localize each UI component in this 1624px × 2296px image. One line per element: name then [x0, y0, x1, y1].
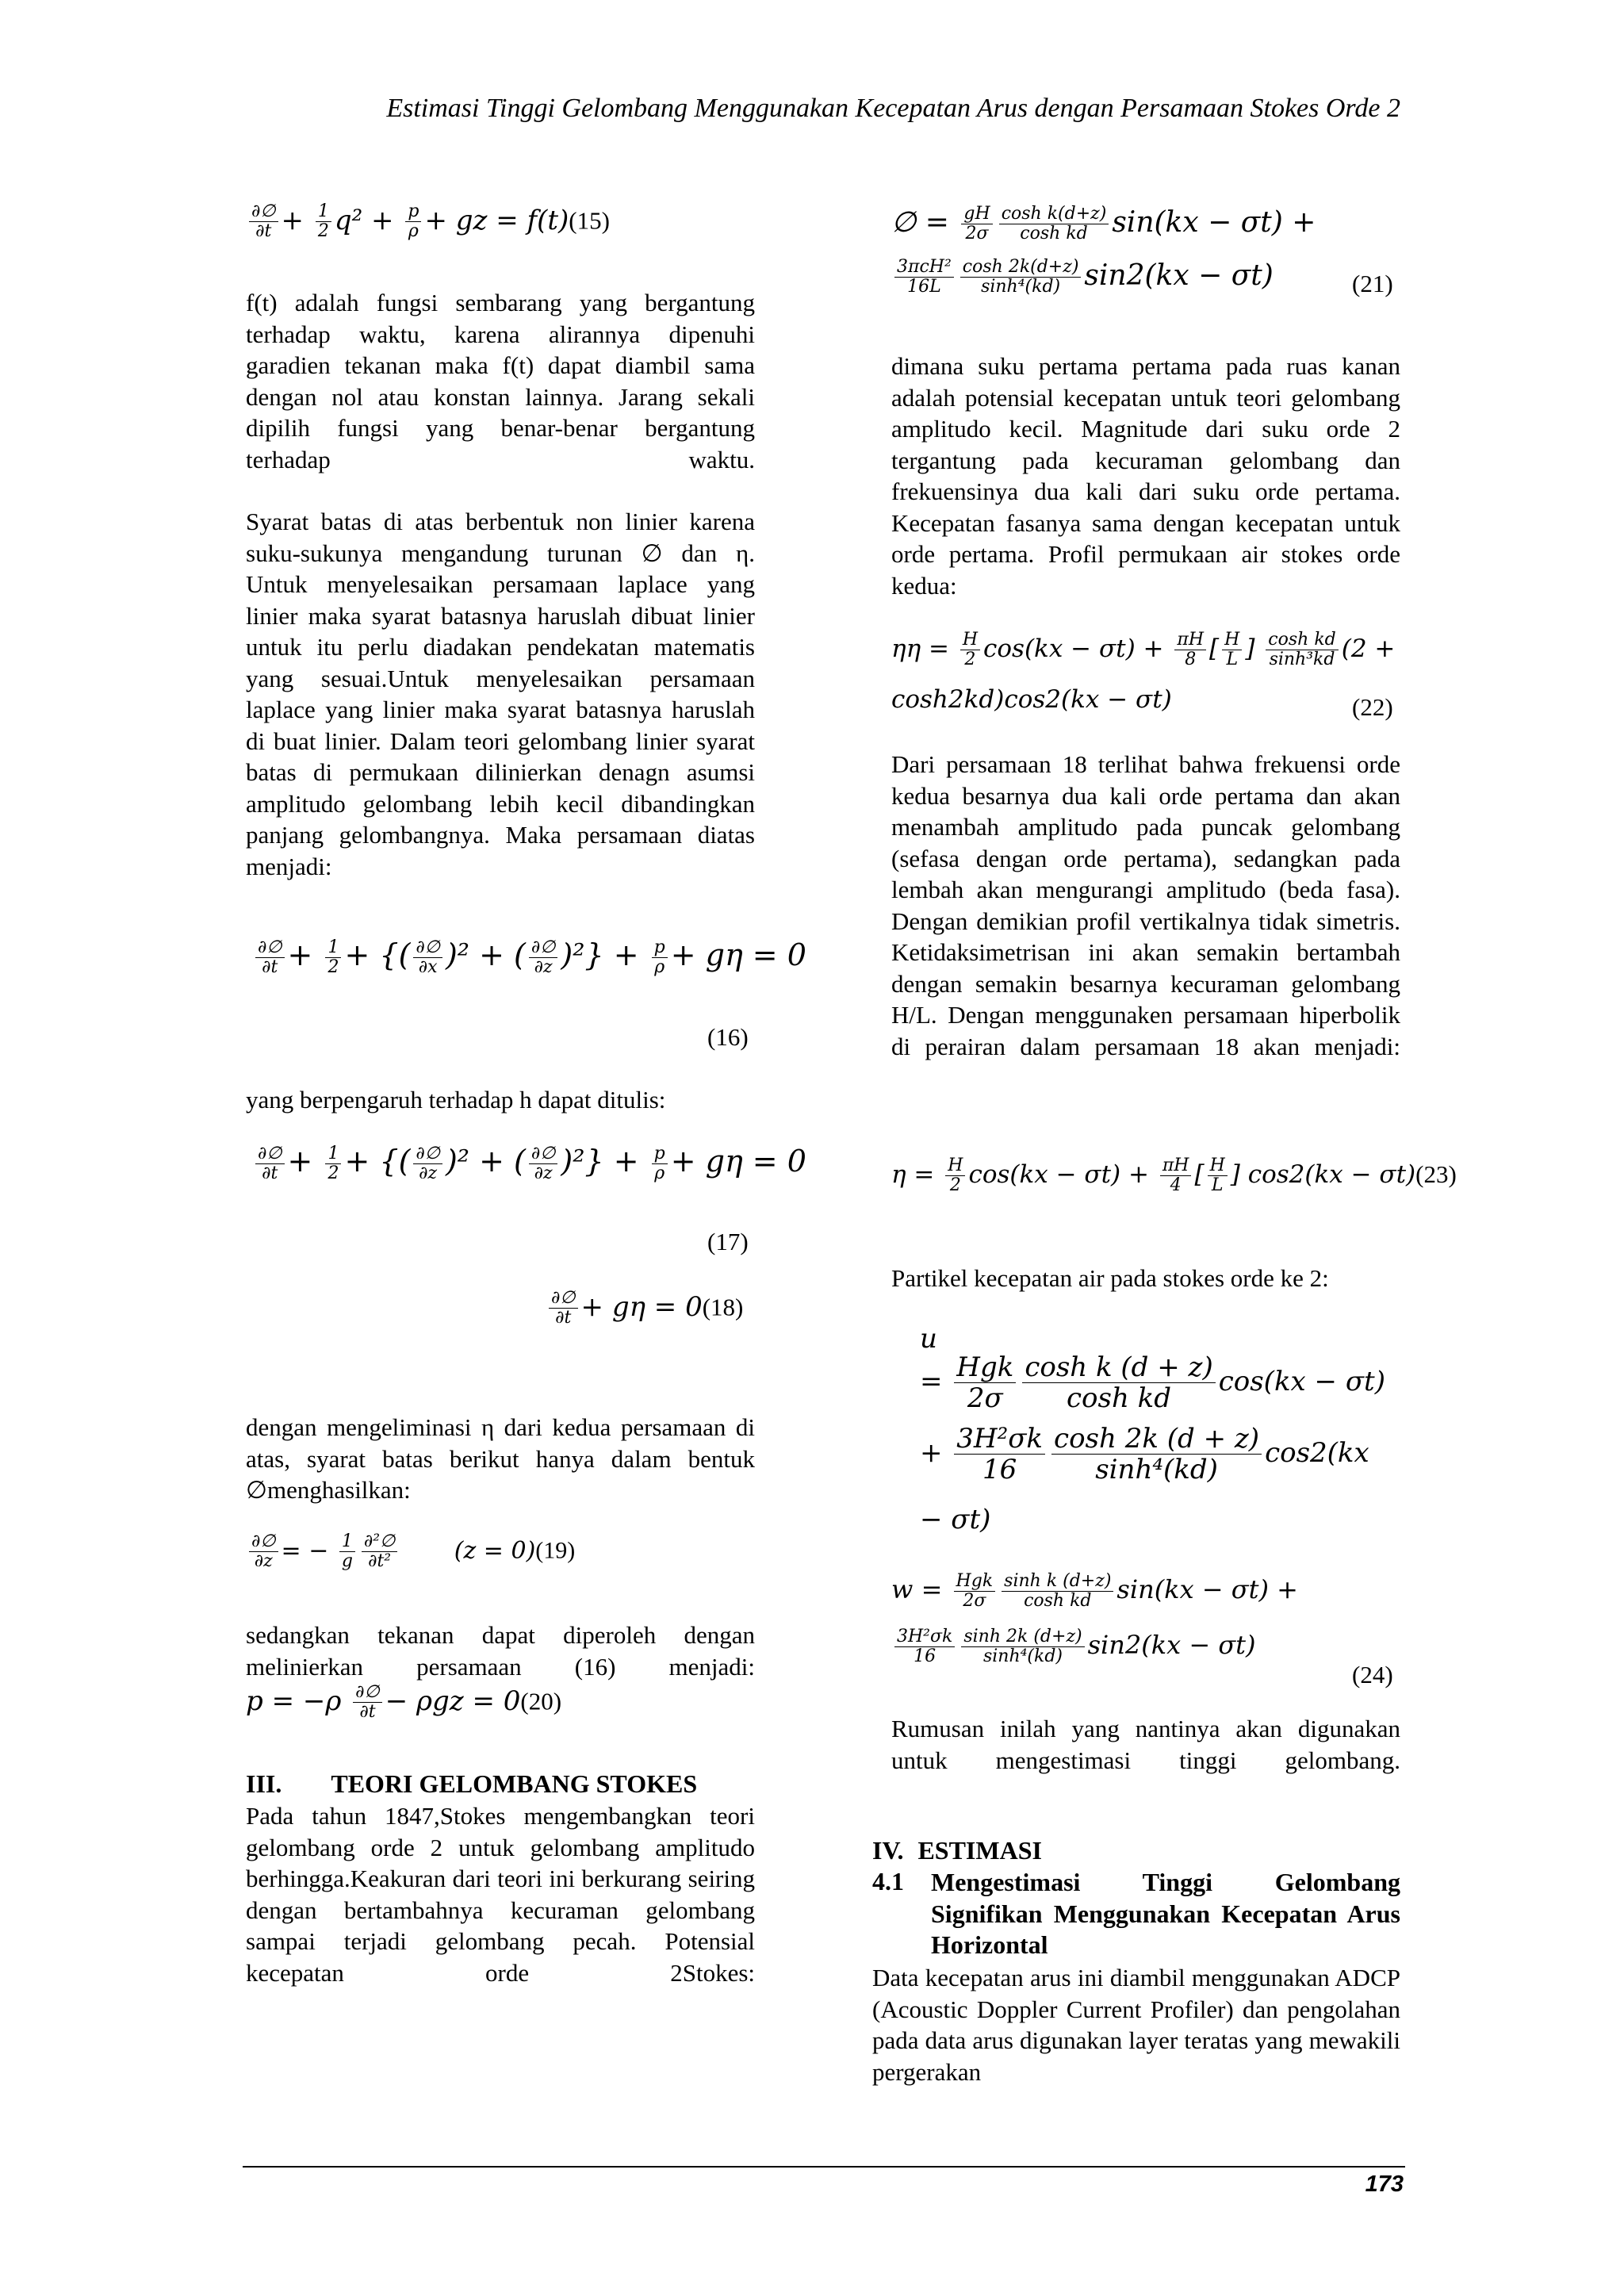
right-paragraph-2: Dari persamaan 18 terlihat bahwa frekuensi orde kedua besarnya dua kali orde pertama dan akan menambah amplitudo pada puncak gelombang (sefasa dengan orde pertama), sedangkan pada lembah akan mengurangi amplitudo (beda fasa). Dengan demikian profil vertikalnya tidak simetris. Ketidaksimetrisan ini akan semakin bertambah dengan semakin besarnya kecuraman gelombang H/L. Dengan menggunaken persamaan hiperbolik di perairan dalam persamaan 18 akan menjadi: — [891, 750, 1400, 1060]
equation-15: $\frac{\partial\emptyset}{\partial t}$ + $\frac{1}{2}$ q² + $\frac{p}{\rho}$ + gz = f(t)(15) — [246, 202, 610, 241]
left-paragraph-3: yang berpengaruh terhadap h dapat ditulis: — [246, 1086, 666, 1114]
right-paragraph-5: Data kecepatan arus ini diambil menggunakan ADCP (Acoustic Doppler Current Profiler) dan pengolahan pada data arus digunakan layer teratas yang mewakili pergerakan — [872, 1964, 1400, 2086]
section-3-heading: III. TEORI GELOMBANG STOKES — [246, 1769, 698, 1798]
equation-16: $\frac{\partial\emptyset}{\partial t}$ + $\frac{1}{2}$ + {( $\frac{\partial\emptyset}{\partial x}$ )² + ( $\frac{\partial\emptyset}{\partial z}$ )²} + $\frac{p}{\rho}$ + gη = 0 — [252, 937, 806, 977]
equation-17: $\frac{\partial\emptyset}{\partial t}$ + $\frac{1}{2}$ + {( $\frac{\partial\emptyset}{\partial z}$ )² + ( $\frac{\partial\emptyset}{\partial z}$ )²} + $\frac{p}{\rho}$ + gη = 0 — [252, 1144, 806, 1183]
subsection-4-1-heading: 4.1 Mengestimasi Tinggi Gelombang Signifikan Menggunakan Kecepatan Arus Horizontal — [872, 1867, 1400, 1959]
page-number: 173 — [1365, 2171, 1404, 2197]
running-head: Estimasi Tinggi Gelombang Menggunakan Kecepatan Arus dengan Persamaan Stokes Orde 2 — [386, 94, 1400, 123]
equation-20: p = −ρ $\frac{\partial\emptyset}{\partial t}$ − ρgz = 0(20) — [246, 1682, 562, 1722]
equation-24-line-1: w = $\frac{\text{Hgk}}{2\sigma}$ $\frac{\text{sinh k (d+z)}}{\text{cosh kd}}$ sin(kx − σt) + — [891, 1571, 1298, 1611]
footer-rule — [243, 2166, 1405, 2168]
equation-21-line-2: $\frac{\text{3πcH²}}{16L}$ $\frac{\cosh 2k(d+z)}{\text{sinh⁴(kd)}}$ sin2(kx − σt) — [891, 258, 1274, 297]
equation-24-line-2: $\frac{\text{3H²σk}}{16}$ $\frac{\sinh 2k (d+z)}{\text{sinh⁴(kd)}}$ sin2(kx − σt) — [891, 1627, 1256, 1666]
right-paragraph-4: Rumusan inilah yang nantinya akan digunakan untuk mengestimasi tinggi gelombang. — [891, 1715, 1400, 1774]
equation-24-number: (24) — [1352, 1661, 1393, 1688]
equation-21-line-1: ∅ = $\frac{gH}{2\sigma}$ $\frac{\text{cosh k(d+z)}}{\text{cosh kd}}$ sin(kx − σt) + — [891, 204, 1316, 243]
equation-22-line-1: ηη = $\frac{H}{2}$ cos(kx − σt) + $\frac{\pi H}{8}$ [ $\frac{H}{L}$ ] $\frac{\text{cosh kd}}{\text{sinh³kd}}$ (2 + — [891, 630, 1396, 669]
equation-21-number: (21) — [1352, 270, 1393, 297]
equation-23: η = $\frac{H}{2}$ cos(kx − σt) + $\frac{\pi H}{4}$ [ $\frac{H}{L}$ ] cos2(kx − σt)(23) — [891, 1156, 1457, 1195]
left-paragraph-6: Pada tahun 1847,Stokes mengembangkan teori gelombang orde 2 untuk gelombang amplitudo berhingga.Keakuran dari teori ini berkurang seiring dengan bertambahnya kecuraman gelombang sampai terjadi gelombang pecah. Potensial kecepatan orde 2Stokes: — [246, 1802, 755, 1987]
left-paragraph-2: Syarat batas di atas berbentuk non linier karena suku-sukunya mengandung turunan ∅ dan η. Untuk menyelesaikan persamaan laplace yang linier maka syarat batasnya haruslah dibuat linier untuk itu perlu diadakan pendekatan matematis yang sesuai.Untuk menyelesaikan persamaan laplace yang linier maka syarat batasnya haruslah di buat linier. Dalam teori gelombang linier syarat batas di permukaan dilinierkan denagn asumsi amplitudo gelombang lebih kecil dibandingkan panjang gelombangnya. Maka persamaan diatas menjadi: — [246, 508, 755, 880]
right-paragraph-1: dimana suku pertama pertama pada ruas kanan adalah potensial kecepatan untuk teori gelombang amplitudo kecil. Magnitude dari suku orde 2 tergantung pada kecuraman gelombang dan frekuensinya dua kali dari suku orde pertama. Kecepatan fasanya sama dengan kecepatan untuk orde pertama. Profil permukaan air stokes orde kedua: — [891, 352, 1400, 600]
left-paragraph-1: f(t) adalah fungsi sembarang yang bergantung terhadap waktu, karena alirannya dipenuhi garadien tekanan maka f(t) dapat diambil sama dengan nol atau konstan lainnya. Jarang sekali dipilih fungsi yang benar-benar bergantung terhadap waktu. — [246, 289, 755, 473]
equation-18: $\frac{\partial\emptyset}{\partial t}$ + gη = 0(18) — [546, 1289, 743, 1328]
equation-22-line-2: cosh2kd)cos2(kx − σt) — [891, 685, 1172, 714]
section-4-heading: IV. ESTIMASI — [872, 1836, 1042, 1865]
equation-22-number: (22) — [1352, 693, 1393, 721]
left-paragraph-4: dengan mengeliminasi η dari kedua persamaan di atas, syarat batas berikut hanya dalam bentuk ∅menghasilkan: — [246, 1413, 755, 1504]
equation-19: $\frac{\partial\emptyset}{\partial z}$ = − $\frac{1}{g}$ $\frac{\text{∂²∅}}{\text{∂t²}}$ (z = 0)(19) — [246, 1532, 575, 1571]
equation-16-number: (16) — [707, 1023, 749, 1051]
equation-17-number: (17) — [707, 1228, 749, 1255]
right-paragraph-3: Partikel kecepatan air pada stokes orde ke 2: — [891, 1264, 1329, 1292]
left-paragraph-5: sedangkan tekanan dapat diperoleh dengan melinierkan persamaan (16) menjadi: — [246, 1621, 755, 1681]
